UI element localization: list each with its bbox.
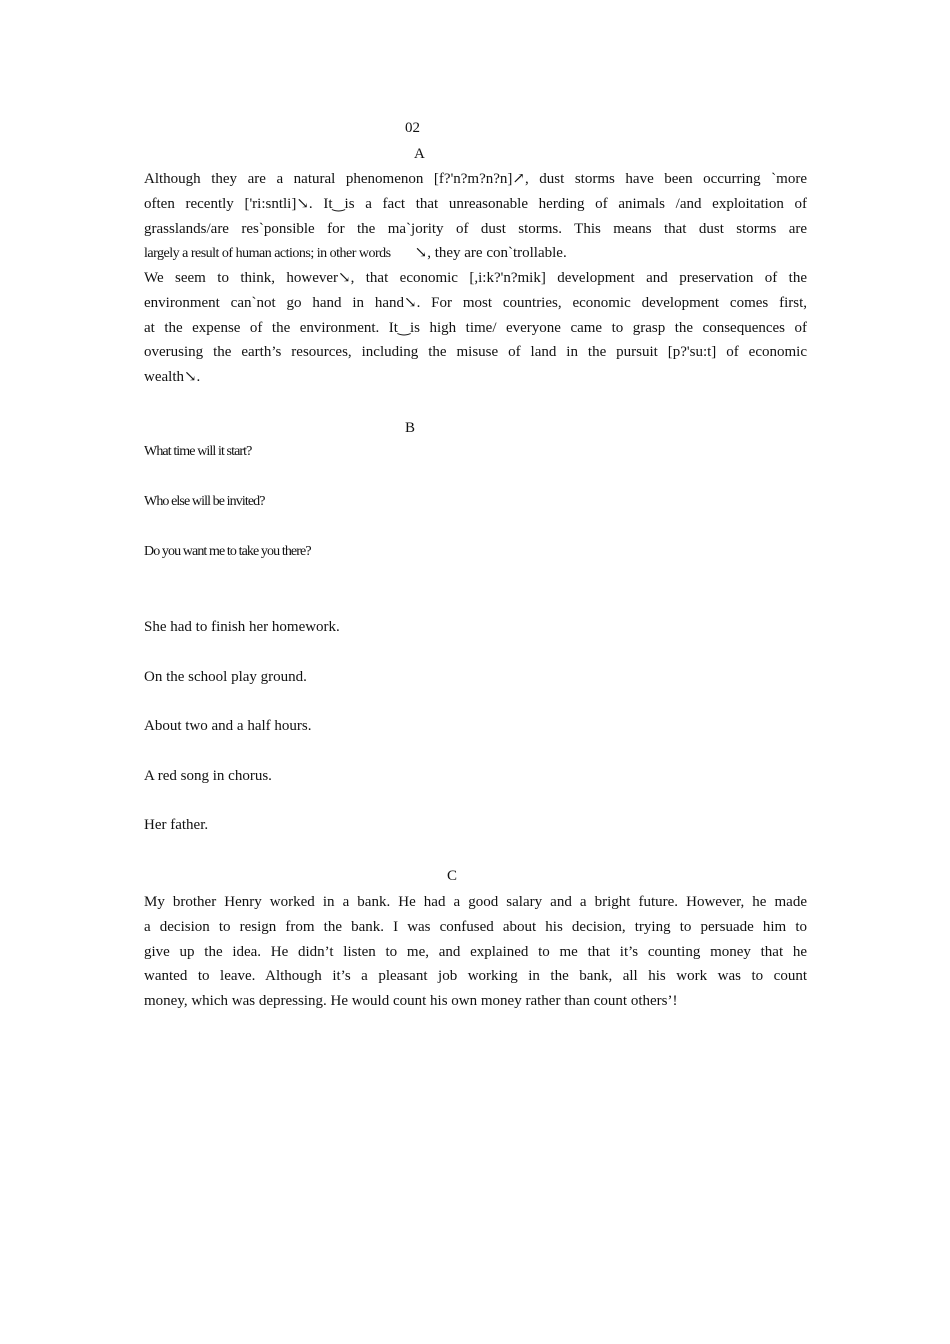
paragraph-line: money, which was depressing. He would count his own money rather than count others’! — [144, 993, 678, 1010]
paragraph-line: overusing the earth’s resources, including the misuse of land in the pursuit [p?'su:t] of economic — [144, 344, 807, 361]
question-2: Who else will be invited? — [144, 494, 265, 509]
section-b-heading: B — [405, 420, 416, 436]
section-a-heading: A — [414, 146, 425, 162]
paragraph-line: wealth↘. — [144, 369, 201, 386]
answer-5: Her father. — [144, 817, 209, 833]
section-c-paragraph — [144, 890, 807, 1014]
paragraph-line-part: largely a result of human actions; in other words — [144, 246, 391, 262]
section-c-heading: C — [447, 868, 458, 884]
paragraph-line: My brother Henry worked in a bank. He had a good salary and a bright future. However, he made — [144, 894, 807, 910]
section-a-paragraph-1 — [144, 167, 807, 267]
answer-3: About two and a half hours. — [144, 718, 312, 734]
answer-4: A red song in chorus. — [144, 768, 272, 784]
paragraph-line-part: ↘, they are con`trollable. — [414, 245, 567, 262]
answer-2: On the school play ground. — [144, 669, 307, 685]
paragraph-line: at the expense of the environment. It‿is high time/ everyone came to grasp the consequences of — [144, 319, 807, 336]
document-number: 02 — [405, 120, 420, 136]
paragraph-line: grasslands/are res`ponsible for the ma`jority of dust storms. This means that dust storms are — [144, 220, 807, 237]
paragraph-line: give up the idea. He didn’t listen to me, and explained to me that it’s counting money that he — [144, 943, 807, 960]
paragraph-line: wanted to leave. Although it’s a pleasant job working in the bank, all his work was to count — [144, 968, 807, 985]
answer-1: She had to finish her homework. — [144, 619, 340, 635]
paragraph-line: We seem to think, however↘, that economic [,i:k?'n?mik] development and preservation of the — [144, 270, 807, 286]
section-a-paragraph-2 — [144, 266, 807, 390]
paragraph-line: often recently ['ri:sntli]↘. It‿is a fact that unreasonable herding of animals /and exploitation of — [144, 195, 807, 212]
paragraph-line: Although they are a natural phenomenon [f?'n?m?n?n]↗, dust storms have been occurring `more — [144, 171, 807, 187]
paragraph-line: environment can`not go hand in hand↘. For most countries, economic development comes first, — [144, 294, 807, 311]
question-1: What time will it start? — [144, 444, 252, 459]
paragraph-line — [144, 241, 807, 267]
paragraph-line: a decision to resign from the bank. I was confused about his decision, trying to persuade him to — [144, 918, 807, 935]
question-3: Do you want me to take you there? — [144, 544, 311, 559]
